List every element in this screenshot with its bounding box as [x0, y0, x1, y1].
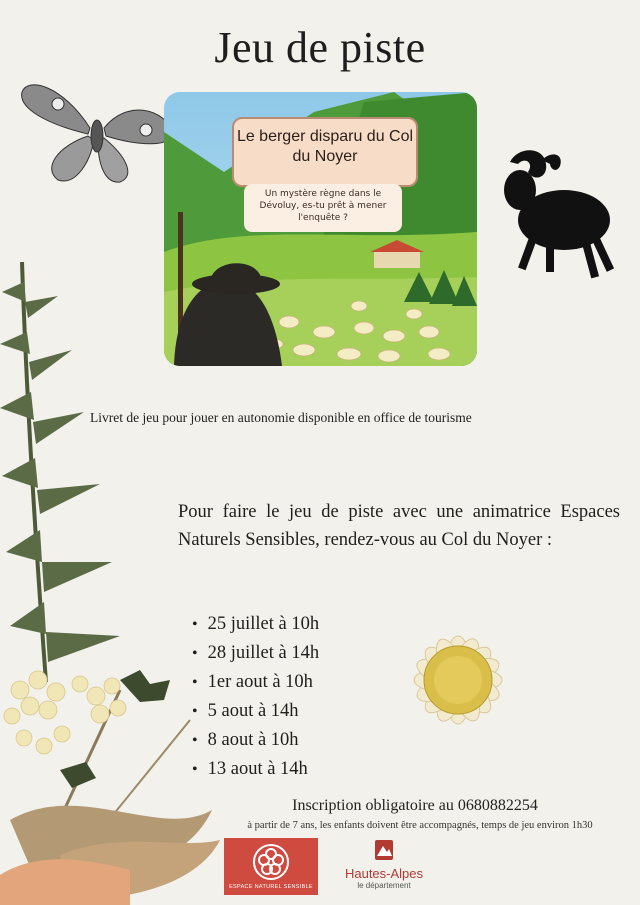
- mountain-logo-icon: [375, 840, 393, 860]
- poster-illustration: [164, 92, 477, 366]
- list-item: • 13 aout à 14h: [192, 755, 319, 784]
- hautes-alpes-logo: [338, 840, 430, 890]
- moth-icon: [18, 76, 176, 186]
- list-item: • 28 juillet à 14h: [192, 639, 319, 668]
- yarrow-flower-icon: [0, 650, 220, 905]
- ens-logo: [224, 838, 318, 895]
- guided-tour-intro: Pour faire le jeu de piste avec une animatrice Espaces Naturels Sensibles, rendez-vous au Col du Noyer :: [178, 502, 620, 550]
- booklet-availability-text: Livret de jeu pour jouer en autonomie disponible en office de tourisme: [90, 410, 472, 425]
- hautes-alpes-subtitle: le département: [357, 881, 411, 890]
- list-item: • 5 aout à 14h: [192, 697, 319, 726]
- poster-title-card: [232, 117, 418, 187]
- ram-silhouette-icon: [494, 142, 616, 286]
- list-item: • 8 aout à 10h: [192, 726, 319, 755]
- list-item: • 1er aout à 10h: [192, 668, 319, 697]
- ens-logo-caption: ESPACE NATUREL SENSIBLE: [229, 884, 313, 890]
- hautes-alpes-name: Hautes-Alpes: [344, 866, 424, 881]
- registration-phone-text: Inscription obligatoire au 0680882254: [292, 797, 538, 814]
- age-duration-details: à partir de 7 ans, les enfants doivent être accompagnés, temps de jeu environ 1h30: [247, 820, 593, 831]
- list-item: • 25 juillet à 10h: [192, 610, 319, 639]
- flower-logo-icon: [251, 842, 291, 882]
- fern-icon: [0, 262, 140, 682]
- poster-tagline: Un mystère règne dans le Dévoluy, es-tu prêt à mener l'enquête ?: [244, 184, 402, 232]
- daisy-icon: [370, 590, 546, 770]
- session-dates-list: [192, 610, 319, 784]
- page-title: Jeu de piste: [214, 23, 426, 72]
- poster-heading: Le berger disparu du Col du Noyer: [236, 128, 414, 165]
